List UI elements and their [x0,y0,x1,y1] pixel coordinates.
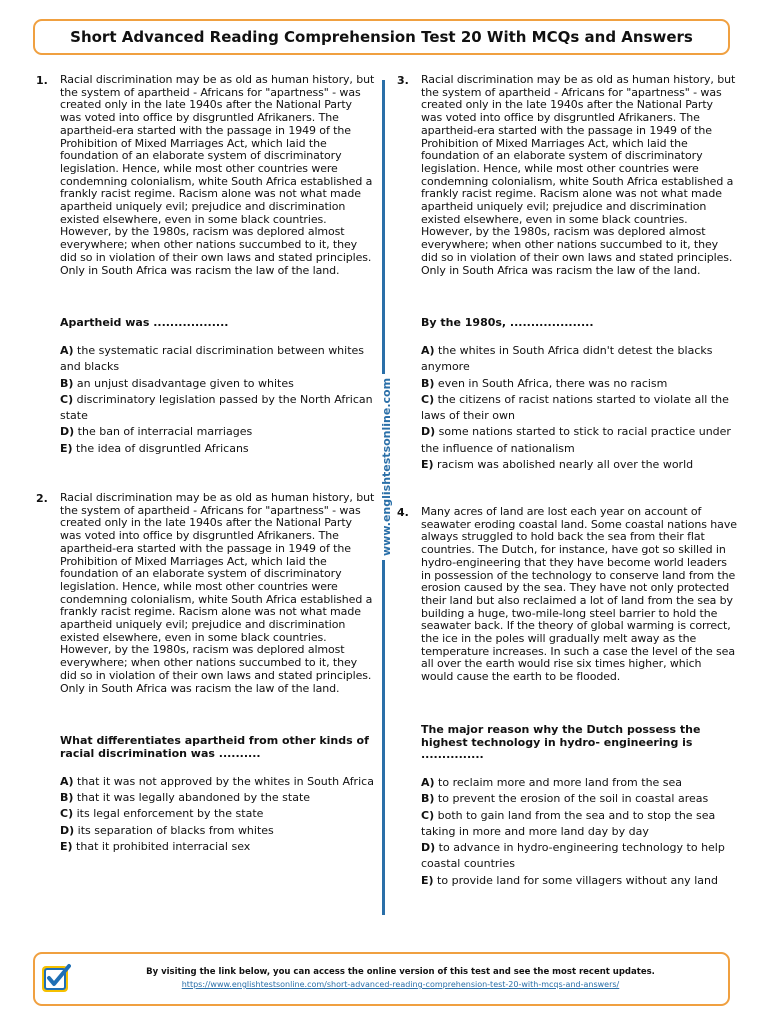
answer-options [421,775,737,889]
option-letter: C) [60,392,74,406]
option-b[interactable] [421,791,737,807]
option-text: the idea of disgruntled Africans [76,441,249,455]
question-number: 4. [397,506,409,519]
right-column [397,74,737,889]
option-letter: D) [421,841,436,855]
option-c[interactable] [60,806,376,822]
option-letter: C) [60,807,74,821]
reading-passage: Racial discrimination may be as old as human history, but the system of apartheid - Africans for "apartness" - was created only in the late 1940s after the National Party was voted into office by disgruntled Afrikaners. The apartheid-era started with the passage in 1949 of the Prohibition of Mixed Marriages Act, which laid the foundation of an elaborate system of discriminatory legislation. Hence, while most other countries were condemning colonialism, white South Africa established a frankly racist regime. Racism alone was not what made apartheid uniquely evil; prejudice and discrimination existed elsewhere, even in some black countries. However, by the 1980s, racism was deplored almost everywhere; when other nations succumbed to it, they did so in violation of their own laws and stated principles. Only in South Africa was racism the law of the land. [421,73,736,277]
option-letter: E) [60,839,73,853]
option-d[interactable] [421,424,737,457]
checkbox-icon [41,963,71,993]
answer-options [421,343,737,473]
option-b[interactable] [60,790,376,806]
option-text: to prevent the erosion of the soil in coastal areas [437,792,709,806]
option-text: its separation of blacks from whites [77,823,274,837]
footer-banner [33,952,730,1006]
question-prompt: By the 1980s, .................... [421,316,594,330]
option-text: racism was abolished nearly all over the world [437,458,694,472]
option-a[interactable] [60,774,376,790]
reading-passage: Racial discrimination may be as old as human history, but the system of apartheid - Africans for "apartness" - was created only in the late 1940s after the National Party was voted into office by disgruntled Afrikaners. The apartheid-era started with the passage in 1949 of the Prohibition of Mixed Marriages Act, which laid the foundation of an elaborate system of discriminatory legislation. Hence, while most other countries were condemning colonialism, white South Africa established a frankly racist regime. Racism alone was not what made apartheid uniquely evil; prejudice and discrimination existed elsewhere, even in some black countries. However, by the 1980s, racism was deplored almost everywhere; when other nations succumbed to it, they did so in violation of their own laws and stated principles. Only in South Africa was racism the law of the land. [60,491,375,695]
option-text: even in South Africa, there was no racism [437,376,668,390]
side-url: www.englishtestsonline.com [378,374,395,560]
option-text: the citizens of racist nations started to violate all the laws of their own [421,392,729,423]
option-letter: B) [421,792,435,806]
option-d[interactable] [60,823,376,839]
option-c[interactable] [421,392,737,425]
option-e[interactable] [421,873,737,889]
answer-options [60,343,376,457]
question-number: 3. [397,74,409,87]
option-text: the whites in South Africa didn't detest the blacks anymore [421,343,713,374]
option-text: to advance in hydro-engineering technology to help coastal countries [421,841,725,871]
answer-options [60,774,376,855]
option-text: its legal enforcement by the state [76,807,264,821]
question-number: 2. [36,492,48,505]
option-text: discriminatory legislation passed by the North African state [60,392,373,423]
option-letter: B) [60,376,74,390]
option-e[interactable] [421,457,737,473]
option-b[interactable] [421,376,737,392]
left-column [36,74,376,855]
question-prompt: The major reason why the Dutch possess the highest technology in hydro- engineering is ............... [421,722,701,762]
option-letter: D) [60,823,75,837]
question-1 [36,74,376,492]
option-d[interactable] [60,424,376,440]
question-number: 1. [36,74,48,87]
footer-text [83,966,718,991]
option-text: some nations started to stick to racial practice under the influence of nationalism [421,425,731,455]
reading-passage: Many acres of land are lost each year on account of seawater eroding coastal land. Some coastal nations have always struggled to hold back the sea from their flat countries. The Dutch, for instance, have got so skilled in hydro-engineering that they have become world leaders in possession of the technology to conserve land from the erosion caused by the sea. They have not only protected their land but also reclaimed a lot of land from the sea by building a huge, two-mile-long steel barrier to hold the seawater back. If the theory of global warming is correct, the ice in the poles will gradually melt away as the temperature increases. In such a case the level of the sea all over the earth would rise six times higher, which would cause the earth to be flooded. [421,505,737,684]
reading-passage: Racial discrimination may be as old as human history, but the system of apartheid - Africans for "apartness" - was created only in the late 1940s after the National Party was voted into office by disgruntled Afrikaners. The apartheid-era started with the passage in 1949 of the Prohibition of Mixed Marriages Act, which laid the foundation of an elaborate system of discriminatory legislation. Hence, while most other countries were condemning colonialism, white South Africa established a frankly racist regime. Racism alone was not what made apartheid uniquely evil; prejudice and discrimination existed elsewhere, even in some black countries. However, by the 1980s, racism was deplored almost everywhere; when other nations succumbed to it, they did so in violation of their own laws and stated principles. Only in South Africa was racism the law of the land. [60,73,375,277]
option-text: the ban of interracial marriages [77,425,253,439]
footer-link[interactable]: https://www.englishtestsonline.com/short-advanced-reading-comprehension-test-20-with-mcqs-and-answers/ [181,980,620,989]
question-prompt: Apartheid was .................. [60,316,229,330]
title-banner [33,19,730,55]
option-letter: E) [60,441,73,455]
option-c[interactable] [60,392,376,425]
option-c[interactable] [421,808,737,841]
option-letter: A) [421,775,435,789]
option-d[interactable] [421,840,737,873]
option-b[interactable] [60,376,376,392]
option-e[interactable] [60,441,376,457]
option-letter: A) [60,774,74,788]
question-2 [36,492,376,855]
option-text: both to gain land from the sea and to stop the sea taking in more and more land day by day [421,808,716,838]
page-title: Short Advanced Reading Comprehension Test 20 With MCQs and Answers [70,28,693,46]
question-prompt: What differentiates apartheid from other kinds of racial discrimination was .......... [60,734,369,760]
footer-message: By visiting the link below, you can access the online version of this test and see the most recent updates. [146,967,655,977]
option-letter: D) [60,425,75,439]
option-letter: D) [421,425,436,439]
option-letter: A) [421,343,435,357]
question-3 [397,74,737,506]
option-text: to reclaim more and more land from the sea [438,775,683,789]
option-a[interactable] [421,343,737,376]
question-4 [397,506,737,889]
option-text: that it was not approved by the whites in South Africa [77,774,374,788]
option-letter: B) [60,790,74,804]
option-letter: B) [421,376,435,390]
option-a[interactable] [421,775,737,791]
option-text: the systematic racial discrimination between whites and blacks [60,343,365,374]
option-letter: E) [421,458,434,472]
option-text: to provide land for some villagers without any land [437,873,718,887]
option-letter: C) [421,392,435,406]
option-letter: C) [421,808,435,822]
option-letter: A) [60,343,74,357]
option-text: that it was legally abandoned by the state [76,790,311,804]
option-text: that it prohibited interracial sex [76,839,251,853]
option-e[interactable] [60,839,376,855]
option-letter: E) [421,873,434,887]
option-text: an unjust disadvantage given to whites [76,376,294,390]
option-a[interactable] [60,343,376,376]
